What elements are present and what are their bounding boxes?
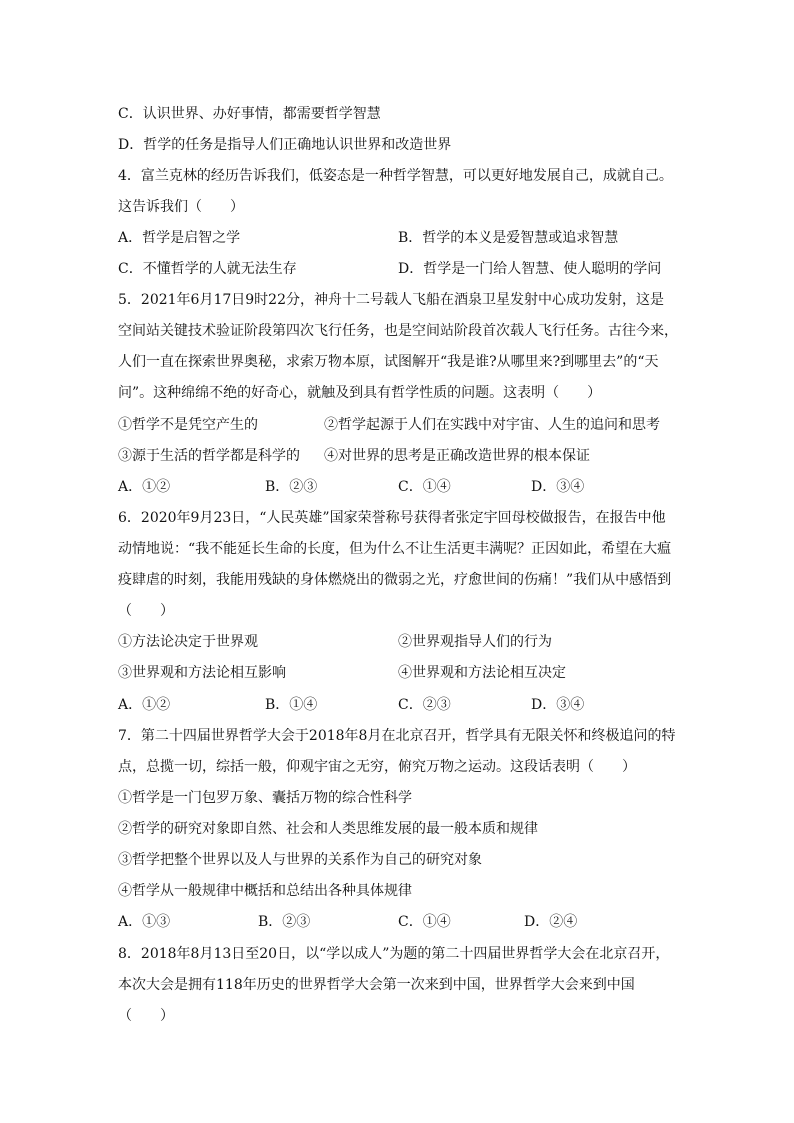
q4-stem-line-2: 这告诉我们（ ）	[118, 199, 244, 215]
q7-option-a: A．①③	[118, 914, 171, 930]
q5-option-c: C．①④	[398, 479, 451, 495]
q4-stem-line-1: 4．富兰克林的经历告诉我们，低姿态是一种哲学智慧，可以更好地发展自己，成就自己。	[118, 168, 673, 184]
q5-stem-line-1: 5．2021年6月17日9时22分，神舟十二号载人飞船在酒泉卫星发射中心成功发射，这是	[118, 292, 664, 308]
q6-stem-line-1: 6．2020年9月23日，“人民英雄”国家荣誉称号获得者张定宇回母校做报告，在报告中他	[118, 510, 666, 526]
q6-option-d: D．③④	[531, 697, 585, 713]
q7-stem-line-2: 点，总揽一切，综括一般，仰观宇宙之无穷，俯究万物之运动。这段话表明（ ）	[118, 759, 636, 775]
q6-item-4: ④世界观和方法论相互决定	[398, 665, 566, 681]
q5-option-b: B．②③	[265, 479, 318, 495]
q4-option-c: C．不懂哲学的人就无法生存	[118, 261, 297, 277]
q5-item-2: ②哲学起源于人们在实践中对宇宙、人生的追问和思考	[324, 417, 660, 433]
q7-option-d: D．②④	[524, 914, 578, 930]
q5-item-1: ①哲学不是凭空产生的	[118, 417, 258, 433]
q5-option-a: A．①②	[118, 479, 171, 495]
q7-option-c: C．①④	[398, 914, 451, 930]
q6-option-b: B．①④	[265, 697, 318, 713]
q6-item-1: ①方法论决定于世界观	[118, 634, 258, 650]
q4-option-d: D．哲学是一门给人智慧、使人聪明的学问	[398, 261, 662, 277]
q7-item-1: ①哲学是一门包罗万象、囊括万物的综合性科学	[118, 790, 412, 806]
q6-item-2: ②世界观指导人们的行为	[398, 634, 552, 650]
q5-item-4: ④对世界的思考是正确改造世界的根本保证	[324, 448, 590, 464]
q6-stem-line-3: 疫肆虐的时刻，我能用残缺的身体燃烧出的微弱之光，疗愈世间的伤痛！”我们从中感悟到	[118, 572, 672, 588]
q5-item-3: ③源于生活的哲学都是科学的	[118, 448, 300, 464]
q4-option-b: B．哲学的本义是爱智慧或追求智慧	[398, 230, 619, 246]
q8-stem-line-1: 8．2018年8月13日至20日，以“学以成人”为题的第二十四届世界哲学大会在北京召开，	[118, 946, 670, 962]
q7-item-4: ④哲学从一般规律中概括和总结出各种具体规律	[118, 883, 412, 899]
q7-item-2: ②哲学的研究对象即自然、社会和人类思维发展的最一般本质和规律	[118, 821, 538, 837]
q5-option-d: D．③④	[531, 479, 585, 495]
q5-stem-line-4: 问”。这种绵绵不绝的好奇心，就触及到具有哲学性质的问题。这表明（ ）	[118, 385, 602, 401]
q6-item-3: ③世界观和方法论相互影响	[118, 665, 286, 681]
q3-option-d: D．哲学的任务是指导人们正确地认识世界和改造世界	[118, 137, 452, 153]
q5-stem-line-2: 空间站关键技术验证阶段第四次飞行任务，也是空间站阶段首次载人飞行任务。古往今来，	[118, 323, 678, 339]
q5-stem-line-3: 人们一直在探索世界奥秘，求索万物本原，试图解开“我是谁?从哪里来?到哪里去”的“天	[118, 354, 659, 370]
q7-option-b: B．②③	[258, 914, 311, 930]
q8-stem-line-3: （ ）	[118, 1008, 174, 1024]
q6-option-a: A．①②	[118, 697, 171, 713]
q7-item-3: ③哲学把整个世界以及人与世界的关系作为自己的研究对象	[118, 852, 482, 868]
q8-stem-line-2: 本次大会是拥有118年历史的世界哲学大会第一次来到中国，世界哲学大会来到中国	[118, 977, 635, 993]
q7-stem-line-1: 7．第二十四届世界哲学大会于2018年8月在北京召开，哲学具有无限关怀和终极追问的特	[118, 728, 676, 744]
q6-stem-line-4: （ ）	[118, 603, 174, 619]
q6-stem-line-2: 动情地说：“我不能延长生命的长度，但为什么不让生活更丰满呢？正因如此，希望在大瘟	[118, 541, 672, 557]
q3-option-c: C．认识世界、办好事情，都需要哲学智慧	[118, 106, 381, 122]
q4-option-a: A．哲学是启智之学	[118, 230, 241, 246]
q6-option-c: C．②③	[398, 697, 451, 713]
